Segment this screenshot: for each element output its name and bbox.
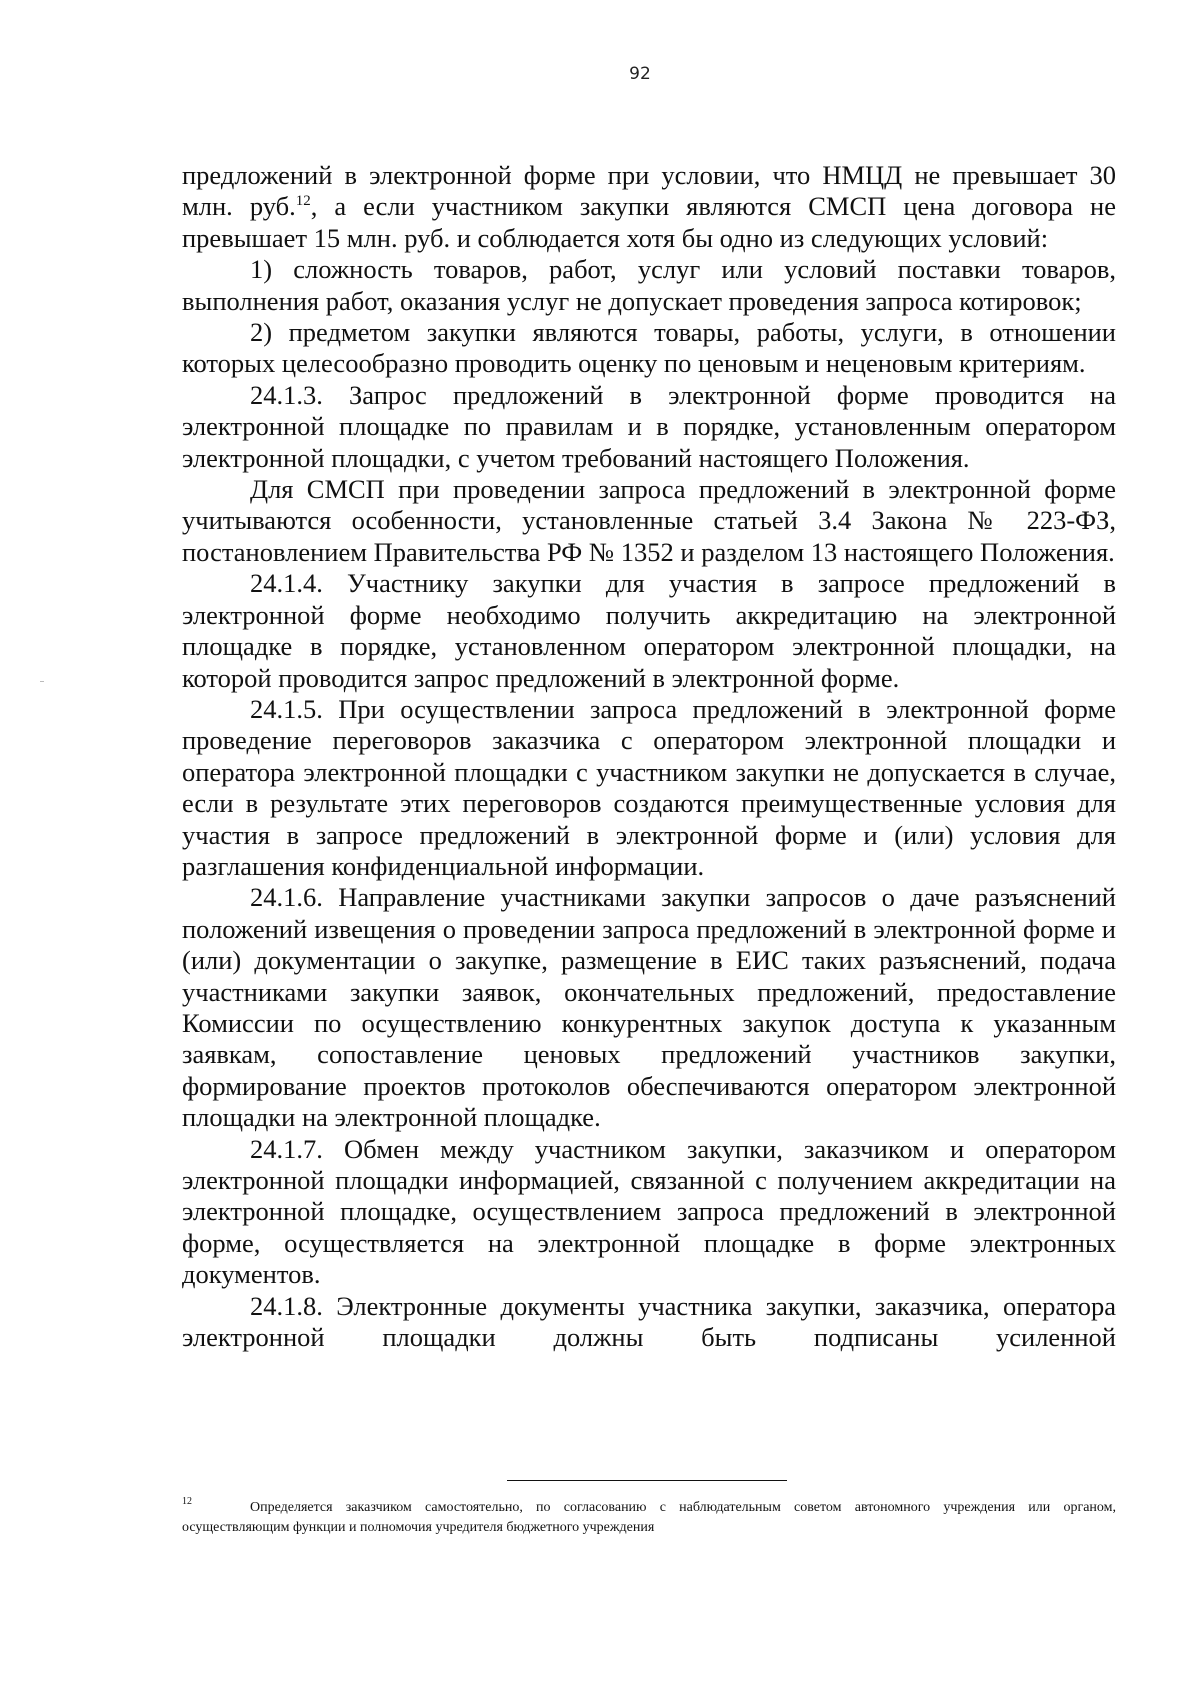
- margin-mark: [40, 681, 44, 682]
- paragraph-7: 24.1.5. При осуществлении запроса предложений в электронной форме проведение переговоров заказчика с оператором электронной площадки и оператора электронной площадки с участником закупки не допускается в случае, если в результате этих переговоров создаются преимущественные условия для участия в запросе предложений в электронной форме и (или) условия для разглашения конфиденциальной информации.: [182, 693, 1116, 881]
- body-text: [182, 160, 1116, 1353]
- paragraph-4: 24.1.3. Запрос предложений в электронной форме проводится на электронной площадке по правилам и в порядке, установленным оператором электронной площадки, с учетом требований настоящего Положения.: [182, 379, 1116, 473]
- paragraph-6: 24.1.4. Участнику закупки для участия в запросе предложений в электронной форме необходимо получить аккредитацию на электронной площадке в порядке, установленном оператором электронной площадки, на которой проводится запрос предложений в электронной форме.: [182, 568, 1116, 693]
- paragraph-1-start: предложений в электронной форме при условии, что НМЦД не превышает 30 млн. руб.: [182, 160, 1116, 222]
- paragraph-1: [182, 160, 1116, 254]
- paragraph-8: 24.1.6. Направление участниками закупки запросов о даче разъяснений положений извещения о проведении запроса предложений в электронной форме и (или) документации о закупке, размещение в ЕИС таких разъяснений, подача участниками закупки заявок, окончательных предложений, предоставление Комиссии по осуществлению конкурентных закупок доступа к указанным заявкам, сопоставление ценовых предложений участников закупки, формирование проектов протоколов обеспечиваются оператором электронной площадки на электронной площадке.: [182, 882, 1116, 1133]
- paragraph-3: 2) предметом закупки являются товары, работы, услуги, в отношении которых целесообразно проводить оценку по ценовым и неценовым критериям.: [182, 317, 1116, 379]
- footnote-text: Определяется заказчиком самостоятельно, по согласованию с наблюдательным советом автономного учреждения или органом, осуществляющим функции и полномочия учредителя бюджетного учреждения: [182, 1500, 1116, 1535]
- paragraph-1-end: , а если участником закупки являются СМСП цена договора не превышает 15 млн. руб. и соблюдается хотя бы одно из следующих условий:: [182, 191, 1116, 253]
- paragraph-9: 24.1.7. Обмен между участником закупки, заказчиком и оператором электронной площадки информацией, связанной с получением аккредитации на электронной площадке, осуществлением запроса предложений в электронной форме, осуществляется на электронной площадке в форме электронных документов.: [182, 1133, 1116, 1290]
- footnote-separator: [507, 1480, 787, 1481]
- footnote: [182, 1498, 1116, 1538]
- footnote-reference[interactable]: 12: [295, 193, 311, 210]
- paragraph-10: 24.1.8. Электронные документы участника закупки, заказчика, оператора электронной площадки должны быть подписаны усиленной: [182, 1290, 1116, 1353]
- page-number: 92: [629, 64, 651, 84]
- paragraph-2: 1) сложность товаров, работ, услуг или условий поставки товаров, выполнения работ, оказания услуг не допускает проведения запроса котировок;: [182, 254, 1116, 316]
- footnote-mark: 12: [182, 1496, 192, 1507]
- paragraph-5: Для СМСП при проведении запроса предложений в электронной форме учитываются особенности, установленные статьей 3.4 Закона № 223-ФЗ, постановлением Правительства РФ № 1352 и разделом 13 настоящего Положения.: [182, 474, 1116, 567]
